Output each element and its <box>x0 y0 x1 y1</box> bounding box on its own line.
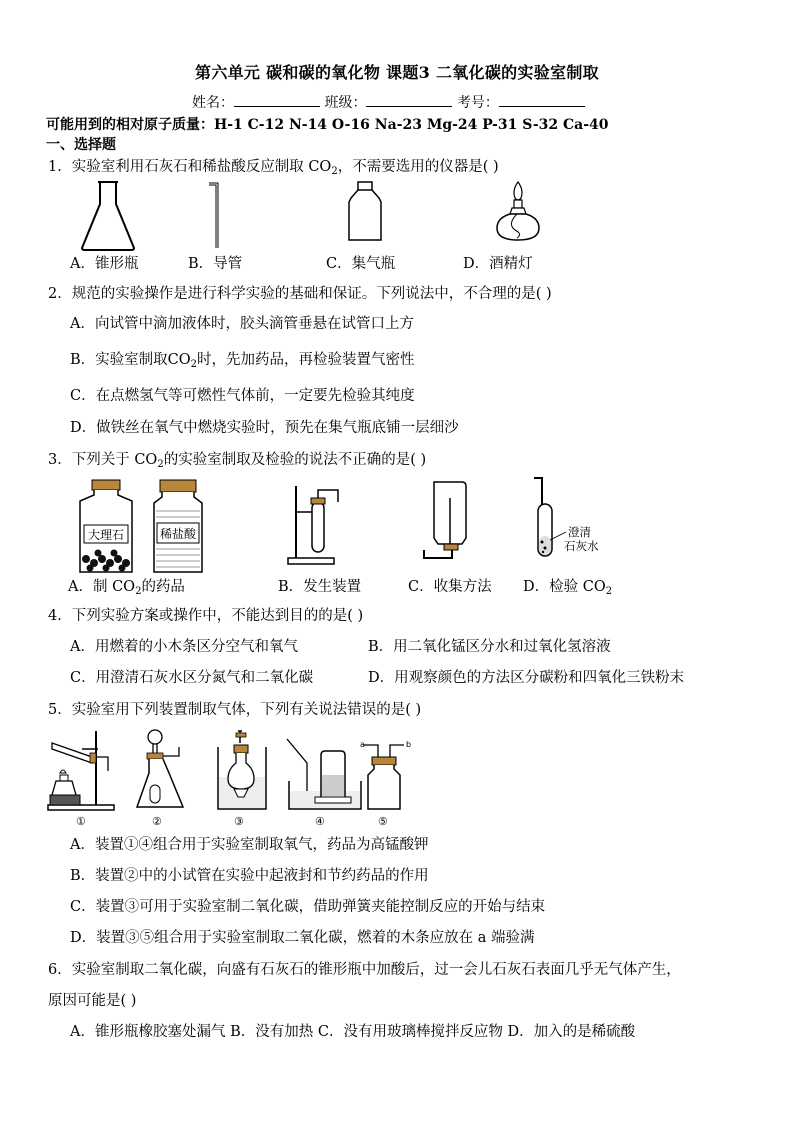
generation-apparatus-figure <box>286 482 346 566</box>
q5-option-d[interactable]: D．装置③⑤组合用于实验室制取二氧化碳，燃着的木条应放在 a 端验满 <box>70 930 535 946</box>
collection-apparatus-figure <box>420 478 480 568</box>
class-label: 班级： <box>324 95 367 111</box>
exam-no-label: 考号： <box>456 95 499 111</box>
page-title: 第六单元 碳和碳的氧化物 课题3 二氧化碳的实验室制取 <box>195 63 599 82</box>
atomic-masses: 可能用到的相对原子质量：H-1 C-12 N-14 O-16 Na-23 Mg-24 P-31 S-32 Ca-40 <box>46 117 609 133</box>
marble-label: 大理石 <box>87 528 125 542</box>
limewater-label-line2: 石灰水 <box>564 539 599 553</box>
erlenmeyer-flask-figure <box>80 180 136 252</box>
q6-stem-line1: 6．实验室制取二氧化碳，向盛有石灰石的锥形瓶中加酸后，过一会儿石灰石表面几乎无气体产生， <box>48 962 681 978</box>
q1-stem: 1．实验室利用石灰石和稀盐酸反应制取 $CO_2$，不需要选用的仪器是( ) <box>48 159 499 177</box>
q1-option-b[interactable]: B．导管 <box>188 256 243 272</box>
q6-options[interactable]: A．锥形瓶橡胶塞处漏气 B．没有加热 C．没有用玻璃棒搅拌反应物 D．加入的是稀硫酸 <box>70 1024 636 1040</box>
class-blank[interactable] <box>366 92 452 107</box>
glass-tube-figure <box>205 180 225 250</box>
alcohol-lamp-figure <box>493 180 543 242</box>
port-a-label: a <box>360 740 365 749</box>
student-info-row <box>192 92 585 112</box>
q4-stem: 4．下列实验方案或操作中，不能达到目的的是( ) <box>48 608 364 624</box>
q3-option-b[interactable]: B．发生装置 <box>278 579 362 595</box>
q6-stem-line2: 原因可能是( ) <box>48 993 137 1009</box>
q4-option-a[interactable]: A．用燃着的小木条区分空气和氧气 <box>70 639 298 655</box>
marble-bottle-figure <box>76 479 236 575</box>
q2-stem: 2．规范的实验操作是进行科学实验的基础和保证。下列说法中，不合理的是( ) <box>48 286 552 302</box>
q1-option-d[interactable]: D．酒精灯 <box>463 256 533 272</box>
q5-option-b[interactable]: B．装置②中的小试管在实验中起液封和节约药品的作用 <box>70 868 429 884</box>
apparatus-label-5: ⑤ <box>378 815 388 828</box>
name-label: 姓名： <box>192 95 234 111</box>
q2-option-d[interactable]: D．做铁丝在氧气中燃烧实验时，预先在集气瓶底铺一层细沙 <box>70 420 459 436</box>
exam-no-blank[interactable] <box>499 92 585 107</box>
section-heading: 一、选择题 <box>46 137 116 153</box>
limewater-label-line1: 澄清 <box>568 525 591 539</box>
q5-option-a[interactable]: A．装置①④组合用于实验室制取氧气，药品为高锰酸钾 <box>70 837 429 853</box>
q2-option-b[interactable]: B．实验室制取$CO_2$时，先加药品，再检验装置气密性 <box>70 352 415 370</box>
name-blank[interactable] <box>234 92 320 107</box>
port-b-label: b <box>406 740 412 749</box>
apparatus-2-figure <box>133 727 189 813</box>
gas-jar-figure <box>345 180 385 244</box>
apparatus-5-figure <box>358 735 412 813</box>
q2-option-a[interactable]: A．向试管中滴加液体时，胶头滴管垂悬在试管口上方 <box>70 316 414 332</box>
apparatus-label-4: ④ <box>315 815 325 828</box>
q3-option-d[interactable]: D．检验 $CO_2$ <box>523 579 613 597</box>
hydrochloric-acid-label: 稀盐酸 <box>159 527 197 541</box>
apparatus-label-1: ① <box>76 815 86 828</box>
q3-option-c[interactable]: C．收集方法 <box>408 579 492 595</box>
apparatus-1-figure <box>46 727 118 813</box>
limewater-test-figure <box>528 476 618 560</box>
q5-stem: 5．实验室用下列装置制取气体，下列有关说法错误的是( ) <box>48 702 422 718</box>
q3-stem: 3．下列关于 $CO_2$的实验室制取及检验的说法不正确的是( ) <box>48 452 427 470</box>
q4-option-b[interactable]: B．用二氧化锰区分水和过氧化氢溶液 <box>368 639 611 655</box>
q4-option-d[interactable]: D．用观察颜色的方法区分碳粉和四氧化三铁粉末 <box>368 670 685 686</box>
apparatus-4-figure <box>283 733 365 813</box>
q1-option-a[interactable]: A．锥形瓶 <box>70 256 139 272</box>
apparatus-label-2: ② <box>152 815 162 828</box>
apparatus-3-figure <box>214 727 270 813</box>
q1-option-c[interactable]: C．集气瓶 <box>326 256 396 272</box>
q5-option-c[interactable]: C．装置③可用于实验室制二氧化碳，借助弹簧夹能控制反应的开始与结束 <box>70 899 546 915</box>
q4-option-c[interactable]: C．用澄清石灰水区分氮气和二氧化碳 <box>70 670 314 686</box>
q2-option-c[interactable]: C．在点燃氢气等可燃性气体前，一定要先检验其纯度 <box>70 388 415 404</box>
apparatus-label-3: ③ <box>234 815 244 828</box>
q3-option-a[interactable]: A．制 $CO_2$的药品 <box>68 579 185 597</box>
